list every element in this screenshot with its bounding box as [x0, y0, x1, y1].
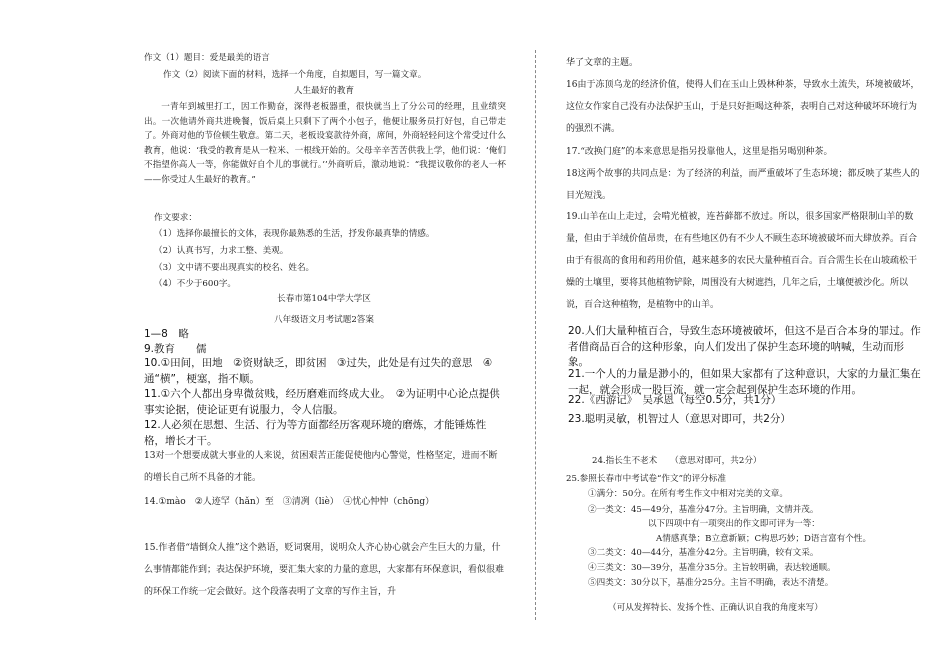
essay-title: 人生最好的教育	[293, 86, 355, 96]
scoring-class-1-note: 以下四项中有一项突出的作文即可评为一等：	[648, 519, 820, 529]
requirement-1: （1）选择你最擅长的文体，表现你最熟悉的生活，抒发你最真挚的情感。	[154, 229, 435, 239]
answer-25: 25.参照长春市中考试卷“作文”的评分标准	[566, 474, 726, 484]
requirement-2: （2）认真书写，力求工整、美观。	[154, 246, 289, 256]
school-name: 长春市第104中学大学区	[277, 294, 371, 304]
answer-24: 24.指长生不老术 （意思对即可，共2分）	[592, 456, 762, 466]
composition-prompt-2: 作文（2）阅读下面的材料，选择一个角度，自拟题目，写一篇文章。	[163, 70, 427, 80]
exam-title: 八年级语文月考试题2答案	[274, 315, 374, 325]
requirement-4: （4）不少于600字。	[154, 279, 237, 289]
answer-12: 12.人必须在思想、生活、行为等方面都经历客观环境的磨炼，才能锤炼性格，增长才干。	[144, 419, 487, 447]
answer-16: 16由于冻顶乌龙的经济价值，使得人们在玉山上毁林种茶，导致水土流失，环境被破坏，这位女作家自己没有办法保护玉山，于是只好拒喝这种茶，表明自己对这种破坏环境行为的强烈不满。	[566, 80, 920, 134]
answer-19: 19.山羊在山上走过，会啃光植被，连苔藓都不放过。所以，很多国家严格限制山羊的数量，但由于羊绒价值昂贵，在有些地区仍有不少人不顾生态环境被破坏而大肆放养。百合由于有很高的食用和药用价值，越来越多的农民大量种植百合。百合需生长在山坡疏松干燥的土壤里，要将其他植物铲除，周围没有大树遮挡，几年之后，土壤便被沙化。所以说，百合这种植物，是植物中的山羊。	[566, 212, 918, 310]
column-divider	[535, 50, 536, 620]
scoring-class-1: ②一类文：45—49分，基准分47分。主旨明确，文情并茂。	[588, 505, 819, 515]
answer-11: 11.①六个人都出身卑微贫贱，经历磨难而终成大业。 ②为证明中心论点提供事实论据，使论证更有说服力，令人信服。	[144, 388, 500, 416]
answer-18: 18这两个故事的共同点是：为了经济的利益，而严重破坏了生态环境；都反映了某些人的目光短浅。	[566, 169, 920, 201]
answer-14: 14.①mào ②人迹罕（hǎn）至 ③清冽（liè） ④忧心忡忡（chōng）	[144, 497, 435, 507]
scoring-class-4: ⑤四类文：30分以下，基准分25分。主旨不明确，表达不清楚。	[588, 578, 834, 588]
answer-15-continued: 华了文章的主题。	[566, 58, 639, 68]
answer-1-8: 1—8 略	[144, 328, 189, 340]
essay-body: 一青年到城里打工，因工作勤奋，深得老板器重，很快就当上了分公司的经理，且业绩突出。一次他请外商共进晚餐，饭后桌上只剩下了两个小包子，他便让服务员打好包，自己带走了。外商对他的节俭顿生敬意。第二天，老板设宴款待外商，席间，外商轻轻问这个常受过什么教育，他说：‘我受的教育是从一粒米、一根线开始的。父母辛辛苦苦供我上学，他们说：‘俺们不指望你高人一等，你能做好自个儿的事就行。’’外商听后，激动地说：“我提议敬你的老人一杯——你受过人生最好的教育。”	[144, 102, 506, 185]
scoring-note: （可从发挥特长、发扬个性、正确认识自我的角度来写）	[608, 603, 823, 613]
answer-23: 23.聪明灵敏，机智过人（意思对即可，共2分）	[568, 413, 791, 425]
scoring-full-marks: ①满分：50分。在所有考生作文中相对完美的文章。	[588, 489, 788, 499]
answer-22: 22.《西游记》 吴承恩（每空0.5分，共1分）	[568, 394, 782, 406]
answer-20: 20.人们大量种植百合，导致生态环境被破坏，但这不是百合本身的罪过。作者借商品百合的这种形象，向人们发出了保护生态环境的呐喊，生动而形象。	[568, 325, 921, 368]
scoring-class-2: ③二类文：40—44分，基准分42分。主旨明确，较有文采。	[588, 548, 819, 558]
answer-15: 15.作者借“墙倒众人推”这个熟语，贬词褒用，说明众人齐心协心就会产生巨大的力量，什么事情都能作到；表达保护环境，要汇集大家的力量的意思，大家都有环保意识，看似很难的环保工作统一定会做好。这个段落表明了文章的写作主旨，升	[144, 543, 505, 597]
answer-9: 9.教育 儒	[144, 343, 207, 355]
answer-13: 13对一个想要成就大事业的人来说，贫困艰苦正能促使他内心警觉，性格坚定，进而不断的增长自己所不具备的才能。	[144, 451, 498, 483]
requirements-heading: 作文要求：	[154, 213, 197, 223]
answer-17: 17.“改换门庭”的本来意思是指另投靠他人，这里是指另喝别种茶。	[566, 147, 833, 157]
requirement-3: （3）文中请不要出现真实的校名、姓名。	[154, 263, 315, 273]
scoring-class-3: ④三类文：30—39分，基准分35分。主旨较明确，表达较通顺。	[588, 563, 836, 573]
answer-10: 10.①田间，田地 ②资财缺乏，即贫困 ③过失，此处是有过失的意思 ④通“横”，梗塞，指不顺。	[144, 357, 493, 385]
composition-prompt-1: 作文（1）题目：爱是最美的语言	[144, 53, 270, 63]
answer-21: 21.一个人的力量是渺小的，但如果大家都有了这种意识，大家的力量汇集在一起，就会形成一股巨流，就一定会起到保护生态环境的作用。	[568, 368, 921, 396]
scoring-class-1-criteria: A情感真挚；B立意新颖；C构思巧妙；D语言富有个性。	[656, 534, 872, 544]
